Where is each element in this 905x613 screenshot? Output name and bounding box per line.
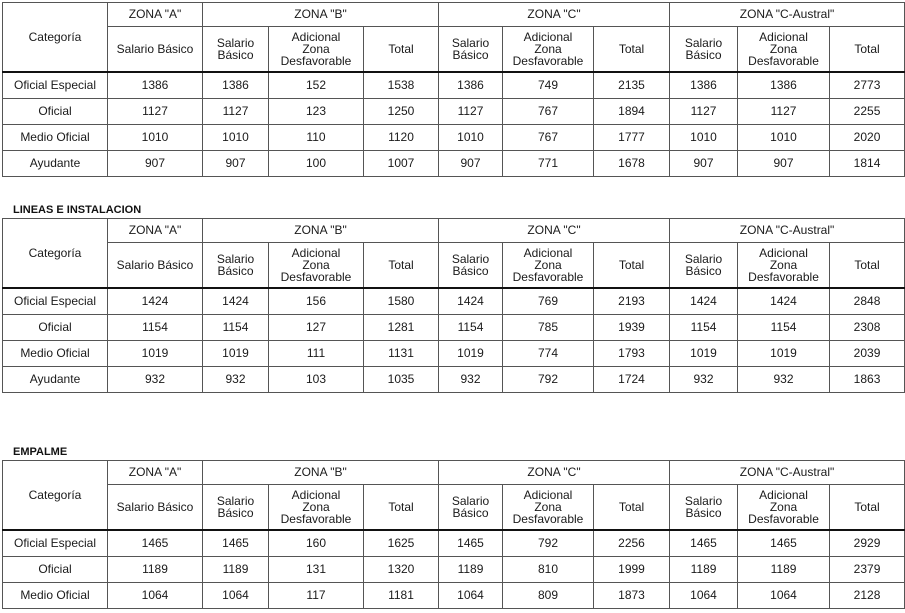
value-cell: 1010 <box>108 125 203 151</box>
wage-table-block-1 <box>2 2 904 177</box>
value-cell: 907 <box>108 151 203 177</box>
salario-basico-header: Salario Básico <box>439 485 503 531</box>
wage-table <box>2 218 905 393</box>
value-cell: 1538 <box>364 72 439 99</box>
total-header: Total <box>830 485 905 531</box>
total-header: Total <box>594 27 670 73</box>
value-cell: 1035 <box>364 367 439 393</box>
value-cell: 160 <box>269 530 364 557</box>
value-cell: 1019 <box>108 341 203 367</box>
value-cell: 932 <box>203 367 269 393</box>
value-cell: 1064 <box>108 583 203 609</box>
total-header: Total <box>830 27 905 73</box>
value-cell: 1777 <box>594 125 670 151</box>
total-header: Total <box>364 485 439 531</box>
table-row <box>3 125 905 151</box>
value-cell: 767 <box>503 125 594 151</box>
category-cell: Medio Oficial <box>3 341 108 367</box>
value-cell: 769 <box>503 288 594 315</box>
value-cell: 1019 <box>738 341 830 367</box>
value-cell: 2020 <box>830 125 905 151</box>
value-cell: 2128 <box>830 583 905 609</box>
value-cell: 103 <box>269 367 364 393</box>
value-cell: 1010 <box>203 125 269 151</box>
value-cell: 1154 <box>439 315 503 341</box>
value-cell: 1281 <box>364 315 439 341</box>
category-cell: Oficial <box>3 315 108 341</box>
salario-basico-header: Salario Básico <box>670 243 738 289</box>
total-header: Total <box>830 243 905 289</box>
value-cell: 1678 <box>594 151 670 177</box>
value-cell: 792 <box>503 530 594 557</box>
value-cell: 156 <box>269 288 364 315</box>
value-cell: 932 <box>738 367 830 393</box>
value-cell: 111 <box>269 341 364 367</box>
value-cell: 2256 <box>594 530 670 557</box>
zone-b-header: ZONA "B" <box>203 3 439 27</box>
category-header: Categoría <box>3 3 108 73</box>
value-cell: 1793 <box>594 341 670 367</box>
value-cell: 2379 <box>830 557 905 583</box>
category-cell: Medio Oficial <box>3 583 108 609</box>
value-cell: 1010 <box>738 125 830 151</box>
value-cell: 1465 <box>203 530 269 557</box>
section-title-lineas: LINEAS E INSTALACION <box>13 204 142 216</box>
category-cell: Oficial Especial <box>3 288 108 315</box>
value-cell: 2255 <box>830 99 905 125</box>
value-cell: 1010 <box>439 125 503 151</box>
value-cell: 1386 <box>738 72 830 99</box>
adicional-zona-desfavorable-header: Adicional Zona Desfavorable <box>269 243 364 289</box>
value-cell: 792 <box>503 367 594 393</box>
value-cell: 1064 <box>203 583 269 609</box>
salario-basico-header: Salario Básico <box>670 485 738 531</box>
value-cell: 1724 <box>594 367 670 393</box>
table-row <box>3 99 905 125</box>
value-cell: 1127 <box>738 99 830 125</box>
value-cell: 1064 <box>738 583 830 609</box>
table-row <box>3 341 905 367</box>
value-cell: 1386 <box>108 72 203 99</box>
adicional-zona-desfavorable-header: Adicional Zona Desfavorable <box>738 243 830 289</box>
value-cell: 749 <box>503 72 594 99</box>
value-cell: 1189 <box>108 557 203 583</box>
zone-c-header: ZONA "C" <box>439 461 670 485</box>
table-row <box>3 557 905 583</box>
zone-c-header: ZONA "C" <box>439 219 670 243</box>
table-row <box>3 72 905 99</box>
value-cell: 2848 <box>830 288 905 315</box>
adicional-zona-desfavorable-header: Adicional Zona Desfavorable <box>269 27 364 73</box>
category-header: Categoría <box>3 461 108 531</box>
value-cell: 1424 <box>108 288 203 315</box>
salario-basico-header: Salario Básico <box>108 243 203 289</box>
value-cell: 2135 <box>594 72 670 99</box>
value-cell: 1465 <box>439 530 503 557</box>
value-cell: 907 <box>670 151 738 177</box>
value-cell: 932 <box>108 367 203 393</box>
zone-a-header: ZONA "A" <box>108 3 203 27</box>
zone-a-header: ZONA "A" <box>108 219 203 243</box>
adicional-zona-desfavorable-header: Adicional Zona Desfavorable <box>738 27 830 73</box>
total-header: Total <box>364 243 439 289</box>
value-cell: 1424 <box>439 288 503 315</box>
category-cell: Oficial <box>3 557 108 583</box>
adicional-zona-desfavorable-header: Adicional Zona Desfavorable <box>503 27 594 73</box>
category-cell: Ayudante <box>3 367 108 393</box>
value-cell: 110 <box>269 125 364 151</box>
adicional-zona-desfavorable-header: Adicional Zona Desfavorable <box>738 485 830 531</box>
value-cell: 1181 <box>364 583 439 609</box>
value-cell: 1250 <box>364 99 439 125</box>
salario-basico-header: Salario Básico <box>203 27 269 73</box>
value-cell: 1386 <box>670 72 738 99</box>
total-header: Total <box>594 243 670 289</box>
zone-c-austral-header: ZONA "C-Austral" <box>670 3 905 27</box>
value-cell: 1064 <box>439 583 503 609</box>
value-cell: 1863 <box>830 367 905 393</box>
value-cell: 1189 <box>670 557 738 583</box>
category-cell: Oficial Especial <box>3 72 108 99</box>
value-cell: 117 <box>269 583 364 609</box>
value-cell: 1189 <box>738 557 830 583</box>
value-cell: 774 <box>503 341 594 367</box>
value-cell: 1127 <box>108 99 203 125</box>
category-cell: Medio Oficial <box>3 125 108 151</box>
table-row <box>3 367 905 393</box>
value-cell: 1894 <box>594 99 670 125</box>
zone-c-austral-header: ZONA "C-Austral" <box>670 219 905 243</box>
table-body <box>3 288 905 393</box>
adicional-zona-desfavorable-header: Adicional Zona Desfavorable <box>269 485 364 531</box>
value-cell: 1127 <box>670 99 738 125</box>
value-cell: 1007 <box>364 151 439 177</box>
salario-basico-header: Salario Básico <box>670 27 738 73</box>
value-cell: 1386 <box>439 72 503 99</box>
value-cell: 1019 <box>439 341 503 367</box>
value-cell: 100 <box>269 151 364 177</box>
value-cell: 1320 <box>364 557 439 583</box>
value-cell: 131 <box>269 557 364 583</box>
value-cell: 152 <box>269 72 364 99</box>
value-cell: 809 <box>503 583 594 609</box>
zone-c-header: ZONA "C" <box>439 3 670 27</box>
table-row <box>3 583 905 609</box>
value-cell: 1465 <box>108 530 203 557</box>
table-row <box>3 530 905 557</box>
total-header: Total <box>594 485 670 531</box>
value-cell: 2039 <box>830 341 905 367</box>
adicional-zona-desfavorable-header: Adicional Zona Desfavorable <box>503 243 594 289</box>
value-cell: 1465 <box>738 530 830 557</box>
zone-a-header: ZONA "A" <box>108 461 203 485</box>
value-cell: 2308 <box>830 315 905 341</box>
value-cell: 1010 <box>670 125 738 151</box>
value-cell: 1386 <box>203 72 269 99</box>
value-cell: 1424 <box>203 288 269 315</box>
value-cell: 1154 <box>738 315 830 341</box>
value-cell: 2193 <box>594 288 670 315</box>
value-cell: 1127 <box>439 99 503 125</box>
zone-b-header: ZONA "B" <box>203 219 439 243</box>
zone-c-austral-header: ZONA "C-Austral" <box>670 461 905 485</box>
value-cell: 1999 <box>594 557 670 583</box>
category-cell: Oficial Especial <box>3 530 108 557</box>
value-cell: 1424 <box>670 288 738 315</box>
table-body <box>3 72 905 177</box>
value-cell: 1131 <box>364 341 439 367</box>
value-cell: 1939 <box>594 315 670 341</box>
value-cell: 771 <box>503 151 594 177</box>
value-cell: 932 <box>670 367 738 393</box>
section-title-empalme: EMPALME <box>13 446 68 458</box>
value-cell: 1465 <box>670 530 738 557</box>
salario-basico-header: Salario Básico <box>203 485 269 531</box>
value-cell: 810 <box>503 557 594 583</box>
salario-basico-header: Salario Básico <box>203 243 269 289</box>
value-cell: 1625 <box>364 530 439 557</box>
zone-b-header: ZONA "B" <box>203 461 439 485</box>
wage-table-block-2 <box>2 218 904 393</box>
table-row <box>3 151 905 177</box>
value-cell: 1154 <box>670 315 738 341</box>
wage-table <box>2 2 905 177</box>
value-cell: 127 <box>269 315 364 341</box>
value-cell: 1814 <box>830 151 905 177</box>
total-header: Total <box>364 27 439 73</box>
table-body <box>3 530 905 609</box>
value-cell: 1189 <box>439 557 503 583</box>
value-cell: 907 <box>439 151 503 177</box>
value-cell: 767 <box>503 99 594 125</box>
value-cell: 1873 <box>594 583 670 609</box>
value-cell: 1019 <box>670 341 738 367</box>
value-cell: 1127 <box>203 99 269 125</box>
value-cell: 1154 <box>203 315 269 341</box>
value-cell: 1064 <box>670 583 738 609</box>
value-cell: 1580 <box>364 288 439 315</box>
wage-table <box>2 460 905 609</box>
value-cell: 932 <box>439 367 503 393</box>
table-row <box>3 288 905 315</box>
salario-basico-header: Salario Básico <box>439 243 503 289</box>
table-row <box>3 315 905 341</box>
salario-basico-header: Salario Básico <box>439 27 503 73</box>
value-cell: 2773 <box>830 72 905 99</box>
value-cell: 907 <box>203 151 269 177</box>
value-cell: 1154 <box>108 315 203 341</box>
value-cell: 2929 <box>830 530 905 557</box>
value-cell: 1019 <box>203 341 269 367</box>
value-cell: 785 <box>503 315 594 341</box>
adicional-zona-desfavorable-header: Adicional Zona Desfavorable <box>503 485 594 531</box>
wage-table-block-3 <box>2 460 904 609</box>
value-cell: 1120 <box>364 125 439 151</box>
value-cell: 907 <box>738 151 830 177</box>
salario-basico-header: Salario Básico <box>108 485 203 531</box>
value-cell: 123 <box>269 99 364 125</box>
category-cell: Ayudante <box>3 151 108 177</box>
category-cell: Oficial <box>3 99 108 125</box>
salario-basico-header: Salario Básico <box>108 27 203 73</box>
value-cell: 1424 <box>738 288 830 315</box>
category-header: Categoría <box>3 219 108 289</box>
value-cell: 1189 <box>203 557 269 583</box>
